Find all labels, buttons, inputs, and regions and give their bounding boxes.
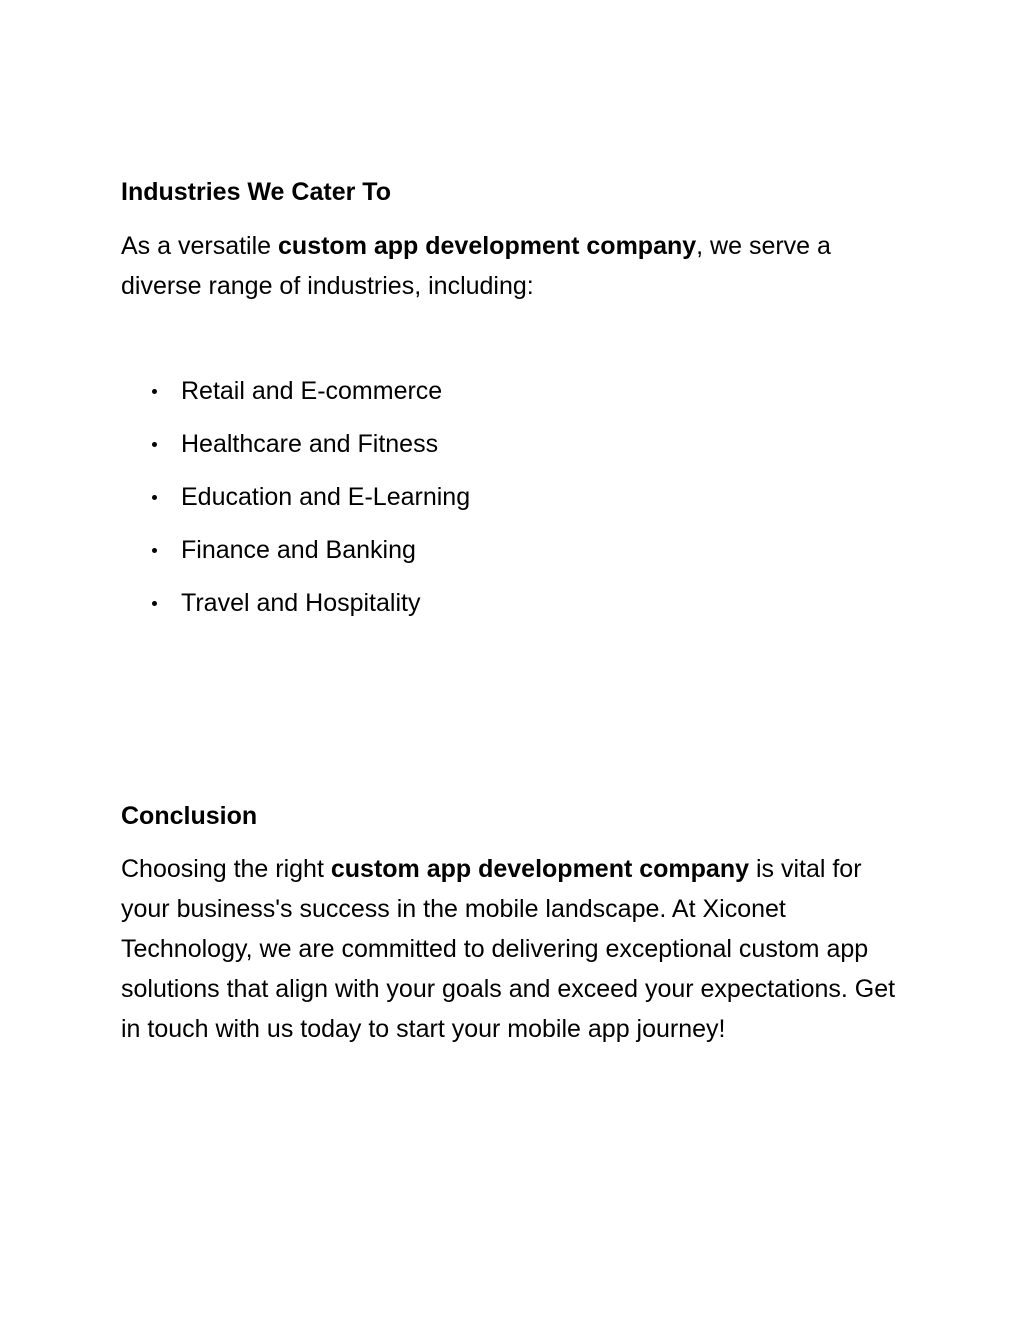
conclusion-heading: Conclusion (121, 802, 258, 830)
bullet-icon (152, 389, 157, 394)
list-item-label: Healthcare and Fitness (181, 430, 439, 458)
list-item (121, 426, 470, 479)
list-item-label: Finance and Banking (181, 536, 416, 564)
industries-intro-keyword: custom app development company (278, 232, 697, 260)
industries-intro (121, 226, 911, 306)
bullet-icon (152, 601, 157, 606)
list-item (121, 479, 470, 532)
industries-intro-start: As a versatile (121, 232, 279, 260)
bullet-icon (152, 495, 157, 500)
conclusion-end: is vital for your business's success in the mobile landscape. At Xiconet Technology, we are committed to delivering exceptional custom app solutions that align with your goals and exceed your expectations. Get in touch with us today to start your mobile app journey! (121, 855, 896, 1043)
bullet-icon (152, 442, 157, 447)
conclusion-start: Choosing the right (121, 855, 331, 883)
list-item-label: Retail and E-commerce (181, 377, 443, 405)
bullet-icon (152, 548, 157, 553)
list-item-label: Education and E-Learning (181, 483, 471, 511)
list-item (121, 585, 470, 638)
conclusion-paragraph (121, 849, 911, 1049)
list-item (121, 532, 470, 585)
list-item-label: Travel and Hospitality (181, 589, 421, 617)
conclusion-keyword: custom app development company (330, 855, 749, 883)
list-item (121, 373, 470, 426)
industries-heading: Industries We Cater To (121, 178, 391, 206)
industries-list (121, 373, 470, 638)
industries-intro-end: , we serve a diverse range of industries, including: (121, 232, 831, 300)
